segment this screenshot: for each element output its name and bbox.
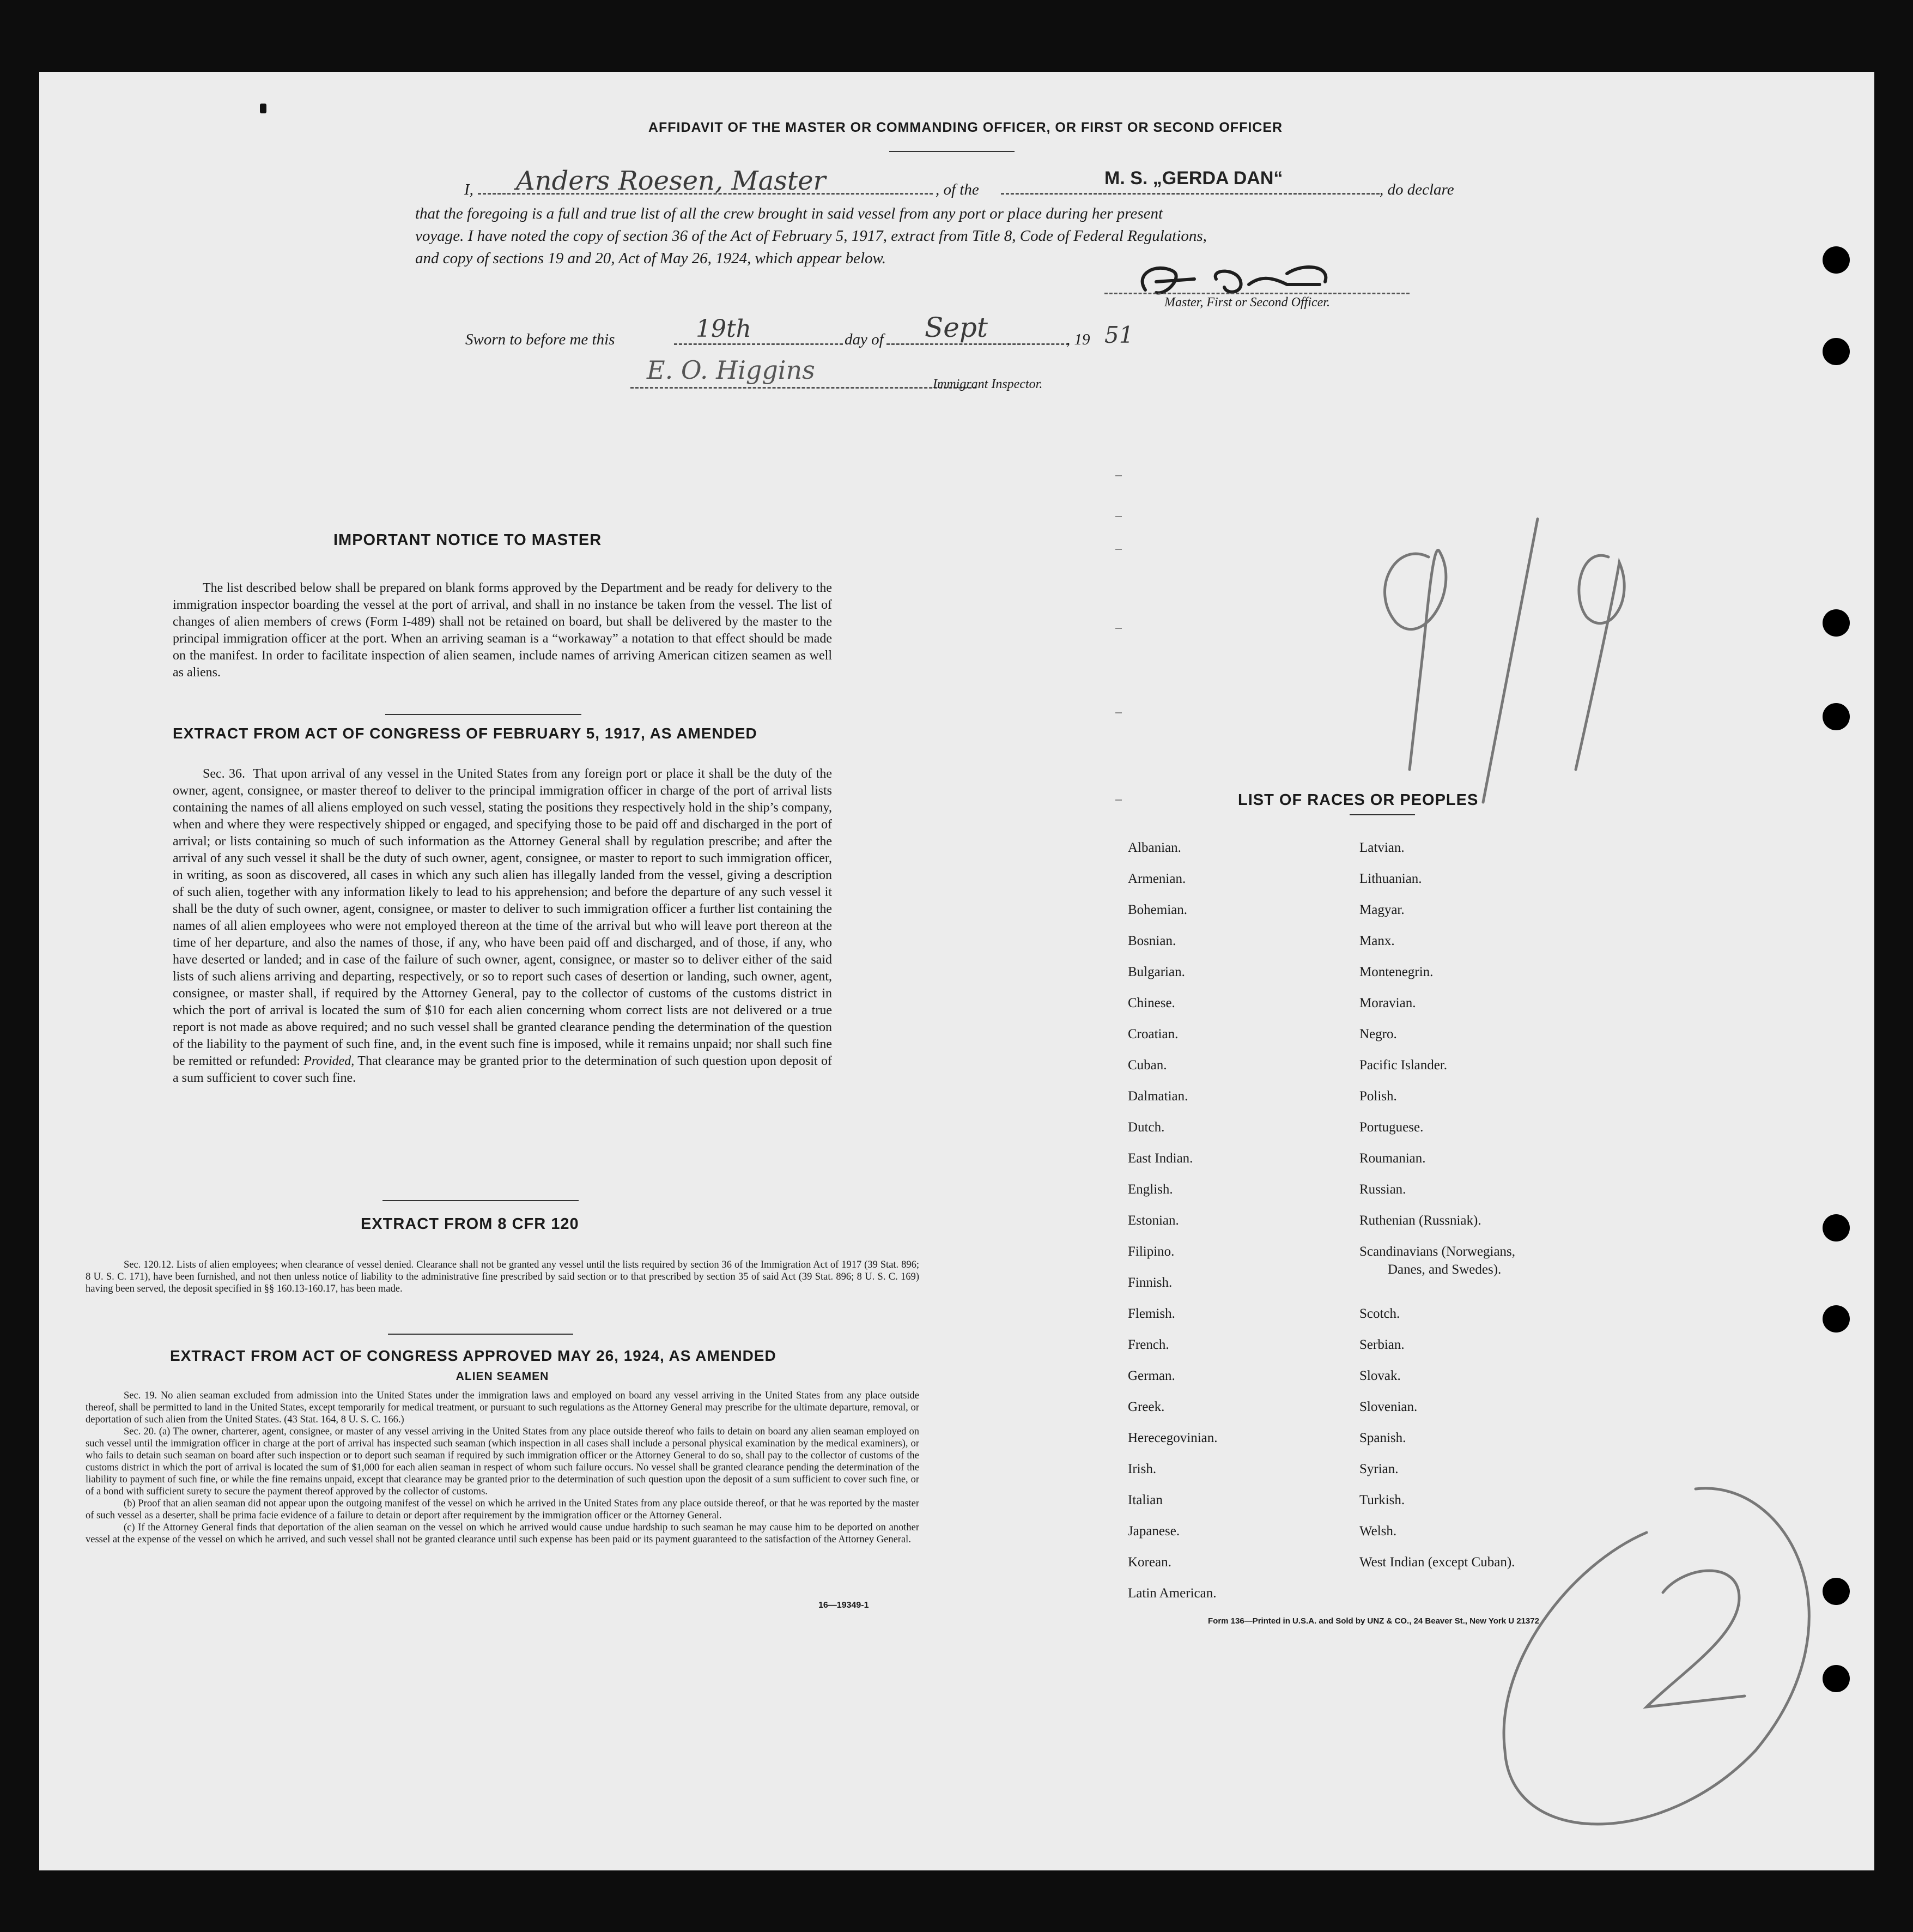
race-item: Latvian. (1359, 840, 1405, 855)
act1917-provided-text: That clearance may be granted prior to the determination of such question upon deposit of a sum sufficient to cover such fine. (173, 1054, 833, 1085)
races-title: LIST OF RACES OR PEOPLES (1238, 791, 1479, 809)
inspector-line (630, 355, 976, 389)
race-item: Bosnian. (1128, 934, 1176, 948)
affidavit-body-line: that the foregoing is a full and true list of all the crew brought in said vessel from any port or place during her present (415, 205, 1163, 222)
punch-hole (1823, 1305, 1850, 1333)
race-item: Pacific Islander. (1359, 1058, 1448, 1073)
race-item: Slovak. (1359, 1368, 1401, 1383)
affidavit-title: AFFIDAVIT OF THE MASTER OR COMMANDING OFFICER, OR FIRST OR SECOND OFFICER (648, 120, 1283, 135)
act1924-subtitle: ALIEN SEAMEN (456, 1370, 549, 1383)
race-item: East Indian. (1128, 1151, 1193, 1166)
affidavit-body-line: and copy of sections 19 and 20, Act of May 26, 1924, which appear below. (415, 250, 886, 267)
race-item: Japanese. (1128, 1524, 1180, 1539)
act1924-code: 16—19349-1 (818, 1601, 869, 1610)
signature-caption: Master, First or Second Officer. (1164, 295, 1330, 310)
sworn-month-line (886, 312, 1069, 345)
race-item: German. (1128, 1368, 1175, 1383)
of-the-label: , of the (936, 181, 979, 198)
race-item: Chinese. (1128, 996, 1175, 1010)
punch-hole (1823, 609, 1850, 637)
ink-speck (260, 104, 266, 113)
race-item: Cuban. (1128, 1058, 1167, 1073)
sworn-day-line (674, 315, 843, 345)
race-item: Danes, and Swedes). (1388, 1262, 1502, 1277)
vessel-stamp: M. S. „GERDA DAN“ (1104, 168, 1283, 189)
act1917-section (173, 766, 832, 1087)
act1917-title: EXTRACT FROM ACT OF CONGRESS OF FEBRUARY 5, 1917, AS AMENDED (173, 725, 757, 742)
sworn-day-handwritten: 19th (696, 315, 752, 343)
cfr-divider (388, 1334, 573, 1335)
race-item: Lithuanian. (1359, 871, 1422, 886)
race-item: West Indian (except Cuban). (1359, 1555, 1515, 1570)
form-footer: Form 136—Printed in U.S.A. and Sold by UNZ & CO., 24 Beaver St., New York U 21372 (1208, 1616, 1539, 1626)
pencil-circled-text: 2 (1489, 1839, 1491, 1845)
race-item: Albanian. (1128, 840, 1181, 855)
race-item: Italian (1128, 1493, 1163, 1507)
i-label: I, (464, 181, 473, 198)
race-item: Herecegovinian. (1128, 1431, 1218, 1445)
cfr-title: EXTRACT FROM 8 CFR 120 (361, 1215, 579, 1233)
center-tick (1115, 712, 1122, 713)
act1924-sec19: Sec. 19. No alien seaman excluded from admission into the United States under the immigration laws and employed on board any vessel arriving in the United States from any place outside thereof, shall be permitted to land in the United States, except temporarily for medical treatment, or pursuant to such regulations as the Attorney General may prescribe for the ultimate departure, removal, or deportation of such alien from the United States. (43 Stat. 164, 8 U. S. C. 166.) (86, 1390, 919, 1425)
race-item: Welsh. (1359, 1524, 1397, 1539)
race-item: Dutch. (1128, 1120, 1165, 1135)
race-item: Bohemian. (1128, 903, 1188, 917)
race-item: Serbian. (1359, 1337, 1405, 1352)
race-item: Dalmatian. (1128, 1089, 1188, 1104)
race-item: Portuguese. (1359, 1120, 1424, 1135)
vessel-line (1001, 168, 1380, 195)
race-item: Croatian. (1128, 1027, 1179, 1041)
race-item: Flemish. (1128, 1306, 1175, 1321)
cfr-text: Sec. 120.12. Lists of alien employees; when clearance of vessel denied. Clearance shall not be granted any vessel until the lists required by section 36 of the Immigration Act of 1917 (39 Stat. 896; 8 U. S. C. 171), have been furnished, and not then unless notice of liability to the administrative fine prescribed by said section or to that prescribed by section 35 of said Act (39 Stat. 896; 8 U. S. C. 169) having been served, the deposit specified in §§ 160.13-160.17, has been made. (86, 1259, 919, 1294)
signature-line (1104, 287, 1410, 294)
act1924-title: EXTRACT FROM ACT OF CONGRESS APPROVED MAY 26, 1924, AS AMENDED (170, 1347, 776, 1364)
race-item: Russian. (1359, 1182, 1406, 1197)
year-handwritten: 51 (1104, 322, 1134, 348)
race-item: Greek. (1128, 1400, 1165, 1414)
inspector-caption: Immigrant Inspector. (933, 377, 1043, 391)
race-item: Slovenian. (1359, 1400, 1418, 1414)
race-item: Scandinavians (Norwegians, (1359, 1244, 1516, 1259)
notice-text: The list described below shall be prepared on blank forms approved by the Department and be ready for delivery to the immigration inspector boarding the vessel at the port of arrival, and shall in no instance be taken from the vessel. The list of changes of alien members of crews (Form I-489) shall not be retained on board, but shall be delivered by the master to the principal immigration officer at the port. When an arriving seaman is a “workaway” a notation to that effect should be made on the manifest. In order to facilitate inspection of alien seamen, include names of arriving American citizen seamen as well as aliens. (173, 581, 832, 680)
race-item: Scotch. (1359, 1306, 1400, 1321)
race-item: Roumanian. (1359, 1151, 1426, 1166)
races-divider (1350, 814, 1415, 815)
act1917-text: That upon arrival of any vessel in the United States from any foreign port or place it shall be the duty of the owner, agent, consignee, or master thereof to deliver to the principal immigration officer in charge of the port of arrival lists containing the names of all aliens employed on such vessel, stating the positions they respectively hold in the ship’s company, when and where they were respectively shipped or engaged, and specifying those to be paid off and discharged in the port of arrival; or lists containing so much of such information as the Attorney General shall by regulation prescribe; and after the arrival of any such vessel it shall be the duty of such owner, agent, consignee, or master to report to such immigration officer, in writing, as soon as discovered, all cases in which any such alien has illegally landed from the vessel, giving a description of such alien, together with any information likely to lead to his apprehension; and before the departure of any such vessel it shall be the duty of such owner, agent, consignee, or master to deliver to such immigration officer a further list containing the names of all alien employees who were not employed thereon at the time of the arrival but who will leave port thereon at the time of her departure, and also the names of those, if any, who have been paid off and discharged, and of those, if any, who have deserted or landed; and in case of the failure of such owner, agent, consignee, or master so to deliver either of the said lists of such aliens arriving and departing, respectively, or so to report such cases of desertion or landing, such owner, agent, consignee, or master shall, if required by the Attorney General, pay to the collector of customs of the customs district in which the port of arrival is located the sum of $10 for each alien concerning whom correct lists are not delivered or a true report is not made as above required; and no such vessel shall be granted clearance pending the determination of the question of the liability to the payment of such fine, and, in the event such fine is imposed, while it remains unpaid; nor shall such fine be remitted or refunded: (173, 767, 832, 1068)
center-tick (1115, 516, 1122, 517)
race-item: Magyar. (1359, 903, 1405, 917)
center-tick (1115, 475, 1122, 476)
race-item: Bulgarian. (1128, 965, 1185, 979)
year-prefix: , 19 (1066, 331, 1090, 348)
race-item: Irish. (1128, 1462, 1157, 1476)
race-item: Polish. (1359, 1089, 1397, 1104)
punch-hole (1823, 1578, 1850, 1605)
pencil-circled-number (1483, 1467, 1837, 1849)
do-declare-label: , do declare (1380, 181, 1454, 198)
notice-title: IMPORTANT NOTICE TO MASTER (333, 531, 602, 549)
race-item: Latin American. (1128, 1586, 1217, 1601)
race-item: Syrian. (1359, 1462, 1399, 1476)
race-item: Filipino. (1128, 1244, 1175, 1259)
document-page (39, 72, 1874, 1870)
punch-hole (1823, 1214, 1850, 1241)
act1917-sec-label: Sec. 36. (203, 767, 246, 781)
race-item: Montenegrin. (1359, 965, 1434, 979)
pencil-page-number (1358, 508, 1696, 813)
sworn-label: Sworn to before me this (465, 331, 615, 348)
race-item: French. (1128, 1337, 1169, 1352)
day-of-label: day of (845, 331, 884, 348)
act1924-sec20a: Sec. 20. (a) The owner, charterer, agent, consignee, or master of any vessel arriving in the United States from any place outside thereof who fails to detain on board any alien seaman employed on such vessel until the immigration officer in charge at the port of arrival has inspected such seaman (which inspection in all cases shall include a personal physical examination by the medical examiners), or who fails to detain such seaman on board after such inspection or to deport such seaman if required by such immigration officer or the Attorney General to do so, shall pay to the collector of customs of the customs district in which the port of arrival is located the sum of $1,000 for each alien seaman in respect of whom such failure occurs. No vessel shall be granted clearance pending the determination of the liability to payment of such fine, or while the fine remains unpaid, except that clearance may be granted prior to the determination of such question upon the deposit of a sum sufficient to cover such fine, or of a bond with sufficient surety to secure the payment thereof approved by the collector of customs. (86, 1426, 919, 1497)
notice-divider (385, 714, 581, 715)
center-tick (1115, 628, 1122, 629)
race-item: Finnish. (1128, 1275, 1173, 1290)
act1924-sec20b: (b) Proof that an alien seaman did not appear upon the outgoing manifest of the vessel on which he arrived in the United States from any place outside thereof, or that he was reported by the master of such vessel as a deserter, shall be prima facie evidence of a failure to detain or deport after requirement by the immigration officer or the Attorney General. (86, 1498, 919, 1521)
center-tick (1115, 800, 1122, 801)
race-item: Spanish. (1359, 1431, 1406, 1445)
act1917-provided-label: Provided, (303, 1054, 355, 1068)
sworn-month-handwritten: Sept (925, 312, 988, 343)
race-item: Moravian. (1359, 996, 1416, 1010)
center-tick (1115, 549, 1122, 550)
race-item: Estonian. (1128, 1213, 1179, 1228)
name-line (478, 166, 933, 196)
title-divider (889, 151, 1015, 152)
punch-hole (1823, 338, 1850, 365)
race-item: Manx. (1359, 934, 1395, 948)
pencil-page-number-text: 9/19 (1663, 787, 1673, 793)
inspector-name-handwritten: E. O. Higgins (647, 355, 815, 385)
act1924-sec20c: (c) If the Attorney General finds that deportation of the alien seaman on the vessel on which he arrived would cause undue hardship to such seaman he may cause him to be deported on another vessel at the expense of the vessel on which he arrived, and such vessel shall not be granted clearance until such expense has been paid or its payment guaranteed to the satisfaction of the Attorney General. (86, 1522, 919, 1545)
race-item: Negro. (1359, 1027, 1397, 1041)
affidavit-body-line: voyage. I have noted the copy of section 36 of the Act of February 5, 1917, extract from Title 8, Code of Federal Regulations, (415, 227, 1207, 245)
act1924-sections (86, 1390, 919, 1546)
master-name-handwritten: Anders Roesen, Master (516, 166, 826, 196)
punch-hole (1823, 703, 1850, 730)
race-item: English. (1128, 1182, 1173, 1197)
race-item: Turkish. (1359, 1493, 1405, 1507)
race-item: Ruthenian (Russniak). (1359, 1213, 1481, 1228)
race-item: Korean. (1128, 1555, 1171, 1570)
act1917-divider (382, 1200, 579, 1201)
punch-hole (1823, 246, 1850, 274)
race-item: Armenian. (1128, 871, 1186, 886)
punch-hole (1823, 1665, 1850, 1692)
